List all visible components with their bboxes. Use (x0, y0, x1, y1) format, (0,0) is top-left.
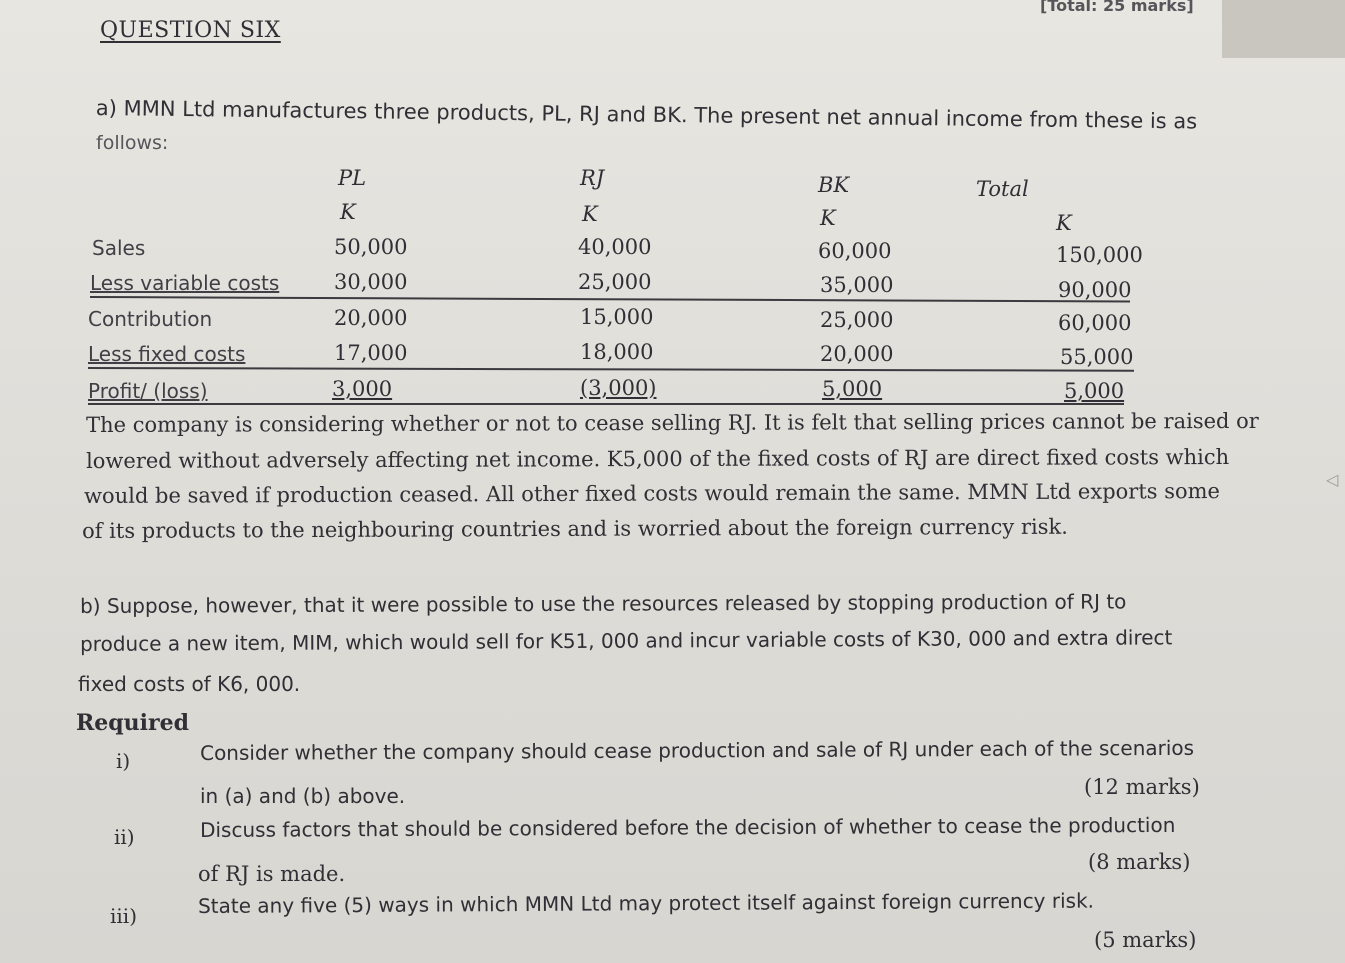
row-label-variable-costs: Less variable costs (90, 271, 280, 295)
required-item-1-line2: in (a) and (b) above. (200, 784, 406, 808)
required-item-3-marks: (5 marks) (1094, 928, 1197, 952)
fixedcost-bk: 20,000 (820, 342, 894, 366)
varcost-total: 90,000 (1058, 278, 1132, 302)
row-label-fixed-costs: Less fixed costs (88, 342, 246, 366)
profit-rj: (3,000) (580, 376, 657, 400)
profit-bk: 5,000 (822, 377, 883, 401)
profit-total: 5,000 (1064, 379, 1125, 403)
sales-pl: 50,000 (334, 235, 408, 259)
part-b-line2: produce a new item, MIM, which would sell for K51, 000 and incur variable costs of K30, 000 and extra direct (80, 625, 1173, 656)
question-title: QUESTION SIX (100, 18, 281, 43)
col-header-total: Total (976, 177, 1029, 201)
required-item-3-number: iii) (110, 904, 137, 928)
fixedcost-rj: 18,000 (580, 340, 654, 364)
required-item-1-line1: Consider whether the company should cease production and sale of RJ under each of the scenarios (200, 735, 1195, 765)
contribution-bk: 25,000 (820, 308, 894, 332)
required-heading: Required (76, 710, 189, 736)
fixedcost-total: 55,000 (1060, 345, 1134, 369)
part-a-paragraph-line1: The company is considering whether or not to cease selling RJ. It is felt that selling prices cannot be raised or (86, 408, 1259, 437)
col-unit-total: K (1056, 211, 1072, 235)
sales-rj: 40,000 (578, 235, 652, 259)
part-a-paragraph-line2: lowered without adversely affecting net income. K5,000 of the fixed costs of RJ are direct fixed costs which (86, 445, 1230, 473)
col-unit-pl: K (340, 200, 356, 224)
profit-pl: 3,000 (332, 377, 393, 401)
varcost-pl: 30,000 (334, 270, 408, 294)
page-edge-mark: ◁ (1326, 470, 1339, 489)
required-item-1-number: i) (116, 749, 131, 773)
sales-total: 150,000 (1056, 243, 1143, 267)
contribution-total: 60,000 (1058, 311, 1132, 335)
required-item-2-number: ii) (114, 825, 135, 849)
contribution-pl: 20,000 (334, 306, 408, 330)
part-a-paragraph-line4: of its products to the neighbouring countries and is worried about the foreign currency risk. (82, 514, 1068, 543)
page-corner-shadow (1222, 0, 1345, 58)
part-a-intro-line2: follows: (96, 132, 169, 154)
part-a-paragraph-line3: would be saved if production ceased. All other fixed costs would remain the same. MMN Ltd exports some (84, 479, 1221, 508)
varcost-bk: 35,000 (820, 273, 894, 297)
row-label-profit: Profit/ (loss) (88, 379, 208, 403)
row-label-contribution: Contribution (88, 307, 213, 331)
required-item-2-line1: Discuss factors that should be considered before the decision of whether to cease the production (200, 812, 1176, 842)
part-b-line1: b) Suppose, however, that it were possible to use the resources released by stopping production of RJ to (80, 589, 1127, 618)
required-item-2-line2: of RJ is made. (198, 862, 346, 886)
part-b-line3: fixed costs of K6, 000. (78, 672, 301, 696)
total-marks: [Total: 25 marks] (1040, 0, 1194, 15)
col-unit-rj: K (582, 202, 598, 226)
required-item-1-marks: (12 marks) (1084, 775, 1200, 799)
fixedcost-pl: 17,000 (334, 341, 408, 365)
col-unit-bk: K (820, 206, 836, 230)
required-item-3-line1: State any five (5) ways in which MMN Ltd may protect itself against foreign currency risk. (198, 888, 1095, 918)
varcost-rj: 25,000 (578, 270, 652, 294)
col-header-pl: PL (338, 166, 367, 190)
contribution-rj: 15,000 (580, 305, 654, 329)
part-a-intro-line1: a) MMN Ltd manufactures three products, PL, RJ and BK. The present net annual income from these is as (95, 96, 1198, 134)
table-rule-3 (88, 403, 1124, 405)
sales-bk: 60,000 (818, 239, 892, 263)
col-header-bk: BK (818, 173, 850, 197)
required-item-2-marks: (8 marks) (1088, 850, 1191, 874)
row-label-sales: Sales (92, 236, 146, 260)
col-header-rj: RJ (580, 166, 605, 190)
